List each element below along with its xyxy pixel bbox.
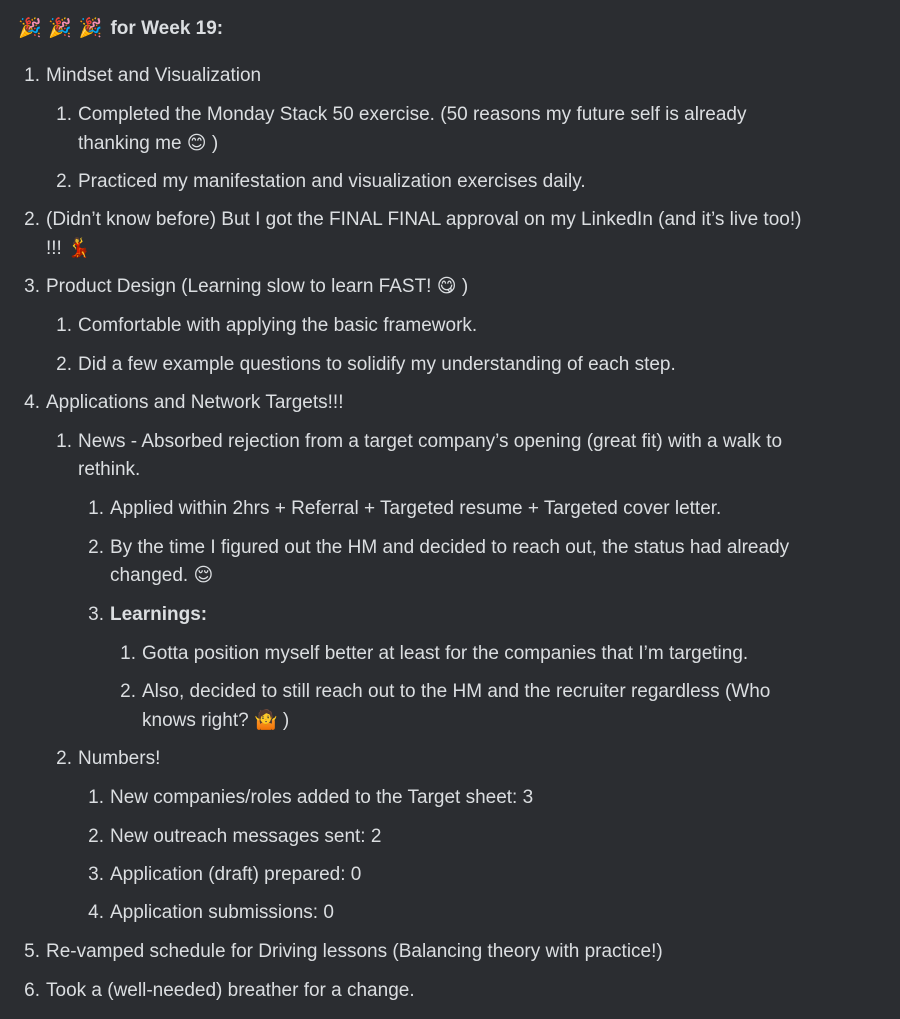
list-item-number: 5.	[24, 941, 40, 962]
list-item-text: Numbers!	[78, 748, 161, 769]
list-item-number: 1.	[24, 65, 40, 86]
list-item-text: Did a few example questions to solidify my understanding of each step.	[78, 354, 676, 375]
list-item-number: 1.	[56, 315, 72, 336]
list-item-continuation: !!! 💃	[46, 238, 91, 259]
list-item-number: 3.	[24, 276, 40, 297]
list-item-number: 4.	[88, 902, 104, 923]
message-header	[18, 13, 223, 43]
list-item-continuation: rethink.	[78, 459, 141, 480]
list-item-number: 2.	[56, 748, 72, 769]
list-item-number: 2.	[56, 171, 72, 192]
list-item-number: 1.	[88, 498, 104, 519]
party-popper-icons: 🎉 🎉 🎉	[18, 17, 103, 39]
header-title: for Week 19:	[110, 18, 224, 39]
list-item-text: (Didn’t know before) But I got the FINAL FINAL approval on my LinkedIn (and it’s live too!)	[46, 209, 802, 230]
list-item-text: Re-vamped schedule for Driving lessons (Balancing theory with practice!)	[46, 941, 663, 962]
list-item-text: Mindset and Visualization	[46, 65, 262, 86]
list-item-number: 3.	[88, 604, 104, 625]
list-item-text: Took a (well-needed) breather for a change.	[46, 980, 415, 1001]
list-item-text: Application (draft) prepared: 0	[110, 864, 362, 885]
list-item-number: 1.	[56, 104, 72, 125]
list-item-text: Also, decided to still reach out to the HM and the recruiter regardless (Who	[142, 681, 771, 702]
list-item-number: 4.	[24, 392, 40, 413]
list-item-continuation: thanking me 😊 )	[78, 133, 219, 154]
list-item-text: New outreach messages sent: 2	[110, 826, 382, 847]
list-item-number: 2.	[120, 681, 136, 702]
list-item-text: News - Absorbed rejection from a target company’s opening (great fit) with a walk to	[78, 431, 783, 452]
list-item-text: Completed the Monday Stack 50 exercise. (50 reasons my future self is already	[78, 104, 747, 125]
list-item-number: 2.	[88, 537, 104, 558]
list-item-number: 2.	[24, 209, 40, 230]
list-item-text: Application submissions: 0	[110, 902, 334, 923]
list-item-text: Practiced my manifestation and visualization exercises daily.	[78, 171, 586, 192]
list-item-text: Product Design (Learning slow to learn FAST! 😋 )	[46, 276, 469, 297]
list-item-text: By the time I figured out the HM and decided to reach out, the status had already	[110, 537, 790, 558]
list-item-text: Gotta position myself better at least for the companies that I’m targeting.	[142, 643, 749, 664]
learnings-heading: Learnings:	[110, 604, 208, 625]
list-item-number: 2.	[88, 826, 104, 847]
list-item-number: 1.	[88, 787, 104, 808]
list-item-continuation: knows right? 🤷 )	[142, 710, 290, 731]
list-item-number: 3.	[88, 864, 104, 885]
list-item-number: 1.	[56, 431, 72, 452]
list-item-text: New companies/roles added to the Target sheet: 3	[110, 787, 534, 808]
list-item-number: 6.	[24, 980, 40, 1001]
list-item-continuation: changed. 😌	[110, 565, 214, 586]
list-item-text: Applications and Network Targets!!!	[46, 392, 344, 413]
list-item-text: Applied within 2hrs + Referral + Targeted resume + Targeted cover letter.	[110, 498, 722, 519]
list-item-text: Comfortable with applying the basic framework.	[78, 315, 478, 336]
list-item-number: 1.	[120, 643, 136, 664]
list-item-number: 2.	[56, 354, 72, 375]
